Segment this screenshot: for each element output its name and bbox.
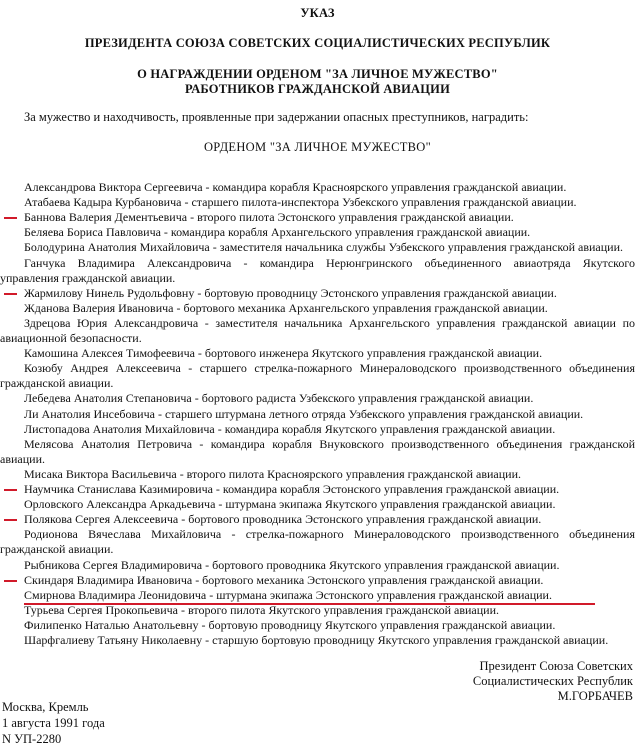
order-title: ОРДЕНОМ "ЗА ЛИЧНОЕ МУЖЕСТВО" [203,140,432,154]
awardee-entry: Наумчика Станислава Казимировича - командира корабля Эстонского управления гражданской авиации. [24,482,560,496]
awardee-entry: Лебедева Анатолия Степановича - бортового радиста Узбекского управления гражданской авиации. [24,391,534,406]
red-margin-mark [4,580,17,582]
subject-heading-2: РАБОТНИКОВ ГРАЖДАНСКОЙ АВИАЦИИ [184,82,451,96]
issuer-heading: ПРЕЗИДЕНТА СОЮЗА СОВЕТСКИХ СОЦИАЛИСТИЧЕСКИХ РЕСПУБЛИК [84,36,551,50]
footer-date: 1 августа 1991 года [2,716,105,730]
awardee-entry-continuation: гражданской авиации. [0,542,114,557]
awardee-entry: Ганчука Владимира Александровича - командира Нерюнгринского объединенного авиаотряда Якутского [24,255,635,270]
awardee-entry: Мелясова Анатолия Петровича - командира корабля Внуковского производственного объединения гражданской [24,436,635,451]
signature-line-2: Социалистических Республик [472,674,633,688]
awardee-entry: Полякова Сергея Алексеевича - бортового проводника Эстонского управления гражданской авиации. [24,512,542,527]
awardee-entry: Орловского Александра Аркадьевича - штурмана экипажа Якутского управления гражданской авиации. [24,497,556,512]
awardee-entry: Здрецова Юрия Александровича - заместителя начальника Архангельского управления гражданской авиации по [24,315,635,330]
footer-place: Москва, Кремль [2,700,89,714]
awardee-entry: Шарфгалиеву Татьяну Николаевну - старшую бортовую проводницу Якутского управления гражданской авиации. [24,633,609,647]
awardee-entry: Мисака Виктора Васильевича - второго пилота Красноярского управления гражданской авиации. [24,466,521,481]
awardee-entry: Ли Анатолия Инсебовича - старшего штурмана летного отряда Узбекского управления гражданской авиации. [24,406,584,421]
awardee-entry: Турьева Сергея Прокопьевича - второго пилота Якутского управления гражданской авиации. [24,602,499,617]
intro-paragraph: За мужество и находчивость, проявленные при задержании опасных преступников, наградить: [24,110,529,124]
awardee-entry: Рыбникова Сергея Владимировича - бортового проводника Якутского управления гражданской авиации. [24,557,560,572]
awardee-entry: Беляева Бориса Павловича - командира корабля Архангельского управления гражданской авиации. [24,225,531,240]
awardee-entry: Филипенко Наталью Анатольевну - бортовую проводницу Якутского управления гражданской авиации. [24,617,556,632]
awardee-entry: Баннова Валерия Дементьевича - второго пилота Эстонского управления гражданской авиации. [24,210,514,225]
decree-title: УКАЗ [300,6,335,20]
awardee-entry: Жармилову Нинель Рудольфовну - бортовую проводницу Эстонского управления гражданской авиации. [24,285,557,300]
awardee-entry: Смирнова Владимира Леонидовича - штурмана экипажа Эстонского управления гражданской авиации. [24,587,552,602]
awardee-entry: Скиндаря Владимира Ивановича - бортового механика Эстонского управления гражданской авиации. [24,572,544,587]
awardee-entry: Жданова Валерия Ивановича - бортового механика Архангельского управления гражданской авиации. [24,300,548,315]
awardee-entry: Атабаева Кадыра Курбановича - старшего пилота-инспектора Узбекского управления гражданской авиации. [24,195,577,210]
awardee-entry: Листопадова Анатолия Михайловича - командира корабля Якутского управления гражданской авиации. [24,421,556,436]
signature-name: М.ГОРБАЧЕВ [557,689,633,703]
awardee-entry: Родионова Вячеслава Михайловича - стрелка-пожарного Минераловодского производственного объединения [24,527,635,542]
awardee-entry: Болодурина Анатолия Михайловича - заместителя начальника службы Узбекского управления гражданской авиации. [24,240,624,255]
awardee-entry: Камошина Алексея Тимофеевича - бортового инженера Якутского управления гражданской авиации. [24,346,543,361]
awardee-entry: Александрова Виктора Сергеевича - командира корабля Красноярского управления гражданской авиации. [24,180,567,194]
awardee-entry-continuation: гражданской авиации. [0,376,114,391]
red-margin-mark [4,217,17,219]
signature-line-1: Президент Союза Советских [479,659,633,673]
red-margin-mark [4,293,17,295]
subject-heading-1: О НАГРАЖДЕНИИ ОРДЕНОМ "ЗА ЛИЧНОЕ МУЖЕСТВО" [137,67,498,81]
footer-number: N УП-2280 [2,732,62,746]
awardee-entry-continuation: авиационной безопасности. [0,331,142,345]
awardee-entry: Козюбу Андрея Алексеевича - старшего стрелка-пожарного Минераловодского производственного объединения [24,361,635,376]
red-margin-mark [4,519,17,521]
awardee-entry-continuation: управления гражданской авиации. [0,270,176,285]
awardee-entry-continuation: авиации. [0,451,46,466]
red-margin-mark [4,489,17,491]
